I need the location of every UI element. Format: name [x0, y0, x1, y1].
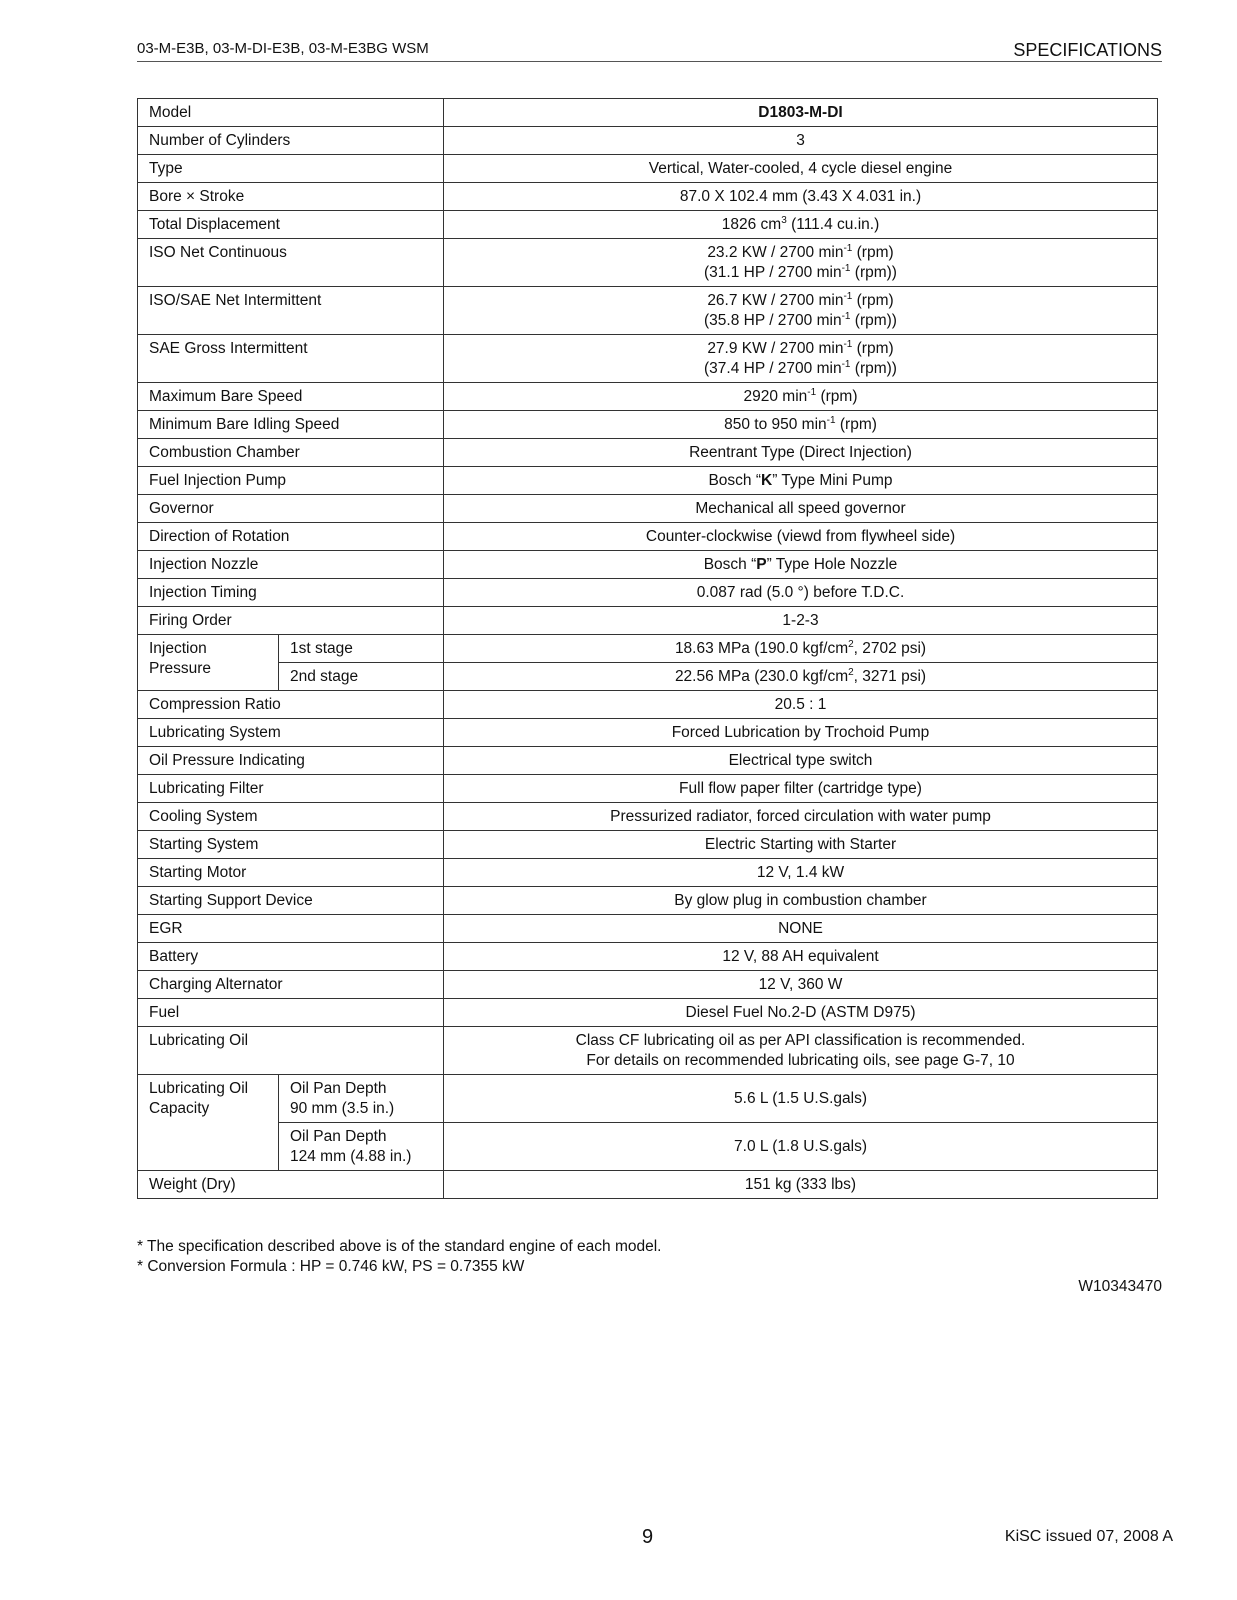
- row-label: Firing Order: [138, 607, 444, 635]
- row-label: Starting Motor: [138, 859, 444, 887]
- table-row: [138, 211, 1158, 239]
- footnote: * Conversion Formula : HP = 0.746 kW, PS = 0.7355 kW: [137, 1258, 525, 1275]
- row-value: 1826 $cm^3$ (111.4 cu.in.): [444, 211, 1158, 239]
- table-row: [138, 155, 1158, 183]
- row-label: Total Displacement: [138, 211, 444, 239]
- table-row: [138, 239, 1158, 287]
- row-label: Starting Support Device: [138, 887, 444, 915]
- row-label: Compression Ratio: [138, 691, 444, 719]
- row-value: Class CF lubricating oil as per API classification is recommended. For details on recommended lubricating oils, see page G-7, 10: [444, 1027, 1158, 1075]
- row-value: 22.56 MPa (230.0 kgf/$cm^2$, 3271 psi): [444, 663, 1158, 691]
- table-row: [138, 383, 1158, 411]
- table-row: [138, 803, 1158, 831]
- row-value: Full flow paper filter (cartridge type): [444, 775, 1158, 803]
- row-label: EGR: [138, 915, 444, 943]
- row-label: Model: [138, 99, 444, 127]
- row-value: Forced Lubrication by Trochoid Pump: [444, 719, 1158, 747]
- page-number: 9: [642, 1526, 654, 1548]
- row-value: Bosch “P” Type Hole Nozzle: [444, 551, 1158, 579]
- row-value: 18.63 MPa (190.0 kgf/$cm^2$, 2702 psi): [444, 635, 1158, 663]
- table-row: [138, 287, 1158, 335]
- table-row: [138, 183, 1158, 211]
- issue-info: KiSC issued 07, 2008 A: [1004, 1528, 1173, 1545]
- stage-label: 2nd stage: [279, 663, 444, 691]
- row-value: 5.6 L (1.5 U.S.gals): [444, 1075, 1158, 1123]
- table-row-model: [138, 99, 1158, 127]
- row-label: ISO Net Continuous: [138, 239, 444, 287]
- row-value: 0.087 rad (5.0 °) before T.D.C.: [444, 579, 1158, 607]
- row-label: Cooling System: [138, 803, 444, 831]
- row-value: Vertical, Water-cooled, 4 cycle diesel engine: [444, 155, 1158, 183]
- row-value: Mechanical all speed governor: [444, 495, 1158, 523]
- model-value: D1803-M-DI: [444, 99, 1158, 127]
- row-label: Lubricating Oil: [138, 1027, 444, 1075]
- row-label: SAE Gross Intermittent: [138, 335, 444, 383]
- table-row: [138, 411, 1158, 439]
- row-label: Direction of Rotation: [138, 523, 444, 551]
- row-label: Number of Cylinders: [138, 127, 444, 155]
- row-label: Fuel Injection Pump: [138, 467, 444, 495]
- row-value: 3: [444, 127, 1158, 155]
- row-value: 151 kg (333 lbs): [444, 1171, 1158, 1199]
- document-code: W10343470: [1078, 1278, 1162, 1295]
- row-value: 27.9 KW / 2700 $\min^{-1} (rpm)$ (37.4 HP / 2700 $\min^{-1} (rpm)$): [444, 335, 1158, 383]
- table-row-oil-capacity-1: [138, 1075, 1158, 1123]
- row-value: 26.7 KW / 2700 $\min^{-1} (rpm)$ (35.8 HP / 2700 $\min^{-1} (rpm)$): [444, 287, 1158, 335]
- oil-pan-depth: Oil Pan Depth 124 mm (4.88 in.): [279, 1123, 444, 1171]
- row-label: Charging Alternator: [138, 971, 444, 999]
- row-value: 1-2-3: [444, 607, 1158, 635]
- row-value: Electrical type switch: [444, 747, 1158, 775]
- row-value: 23.2 KW / 2700 $\min^{-1} (rpm)$ (31.1 HP / 2700 $\min^{-1} (rpm)$): [444, 239, 1158, 287]
- row-label: Maximum Bare Speed: [138, 383, 444, 411]
- row-value: Bosch “K” Type Mini Pump: [444, 467, 1158, 495]
- row-value: 12 V, 360 W: [444, 971, 1158, 999]
- row-value: Reentrant Type (Direct Injection): [444, 439, 1158, 467]
- table-row: [138, 775, 1158, 803]
- manual-code: 03-M-E3B, 03-M-DI-E3B, 03-M-E3BG WSM: [137, 40, 429, 57]
- table-row: [138, 551, 1158, 579]
- row-label: Battery: [138, 943, 444, 971]
- row-value: 7.0 L (1.8 U.S.gals): [444, 1123, 1158, 1171]
- table-row: [138, 943, 1158, 971]
- footnote: * The specification described above is of the standard engine of each model.: [137, 1238, 662, 1255]
- row-label: Fuel: [138, 999, 444, 1027]
- row-label: Weight (Dry): [138, 1171, 444, 1199]
- table-row: [138, 831, 1158, 859]
- table-row: [138, 579, 1158, 607]
- table-row: [138, 523, 1158, 551]
- table-row: [138, 887, 1158, 915]
- row-label: ISO/SAE Net Intermittent: [138, 287, 444, 335]
- row-label: Injection Pressure: [138, 635, 279, 691]
- row-label: Type: [138, 155, 444, 183]
- table-row-injection-pressure-2: [138, 663, 1158, 691]
- table-row-lubricating-oil: [138, 1027, 1158, 1075]
- row-label: Minimum Bare Idling Speed: [138, 411, 444, 439]
- stage-label: 1st stage: [279, 635, 444, 663]
- row-label: Combustion Chamber: [138, 439, 444, 467]
- row-label: Injection Timing: [138, 579, 444, 607]
- table-row: [138, 439, 1158, 467]
- header-rule: [137, 61, 1162, 62]
- row-value: NONE: [444, 915, 1158, 943]
- row-label: Lubricating Oil Capacity: [138, 1075, 279, 1171]
- table-row: [138, 747, 1158, 775]
- row-value: Pressurized radiator, forced circulation with water pump: [444, 803, 1158, 831]
- row-value: By glow plug in combustion chamber: [444, 887, 1158, 915]
- table-row: [138, 691, 1158, 719]
- row-value: 20.5 : 1: [444, 691, 1158, 719]
- row-value: 850 to 950 $\min^{-1} (rpm)$: [444, 411, 1158, 439]
- table-row: [138, 495, 1158, 523]
- table-row: [138, 127, 1158, 155]
- row-value: Diesel Fuel No.2-D (ASTM D975): [444, 999, 1158, 1027]
- row-label: Bore × Stroke: [138, 183, 444, 211]
- row-label: Oil Pressure Indicating: [138, 747, 444, 775]
- specifications-table: [137, 98, 1158, 1199]
- row-label: Injection Nozzle: [138, 551, 444, 579]
- table-row: [138, 607, 1158, 635]
- table-row: [138, 719, 1158, 747]
- row-value: 87.0 X 102.4 mm (3.43 X 4.031 in.): [444, 183, 1158, 211]
- row-value: 2920 $\min^{-1} (rpm)$: [444, 383, 1158, 411]
- row-value: Counter-clockwise (viewd from flywheel side): [444, 523, 1158, 551]
- table-row: [138, 971, 1158, 999]
- row-value: 12 V, 88 AH equivalent: [444, 943, 1158, 971]
- table-row-injection-pressure-1: [138, 635, 1158, 663]
- row-label: Lubricating System: [138, 719, 444, 747]
- table-row: [138, 999, 1158, 1027]
- row-value: Electric Starting with Starter: [444, 831, 1158, 859]
- table-row: [138, 915, 1158, 943]
- table-row: [138, 335, 1158, 383]
- row-value: 12 V, 1.4 kW: [444, 859, 1158, 887]
- oil-pan-depth: Oil Pan Depth 90 mm (3.5 in.): [279, 1075, 444, 1123]
- table-row: [138, 467, 1158, 495]
- table-row-oil-capacity-2: [138, 1123, 1158, 1171]
- table-row-weight: [138, 1171, 1158, 1199]
- row-label: Governor: [138, 495, 444, 523]
- table-row: [138, 859, 1158, 887]
- row-label: Starting System: [138, 831, 444, 859]
- section-title: SPECIFICATIONS: [1013, 40, 1162, 60]
- row-label: Lubricating Filter: [138, 775, 444, 803]
